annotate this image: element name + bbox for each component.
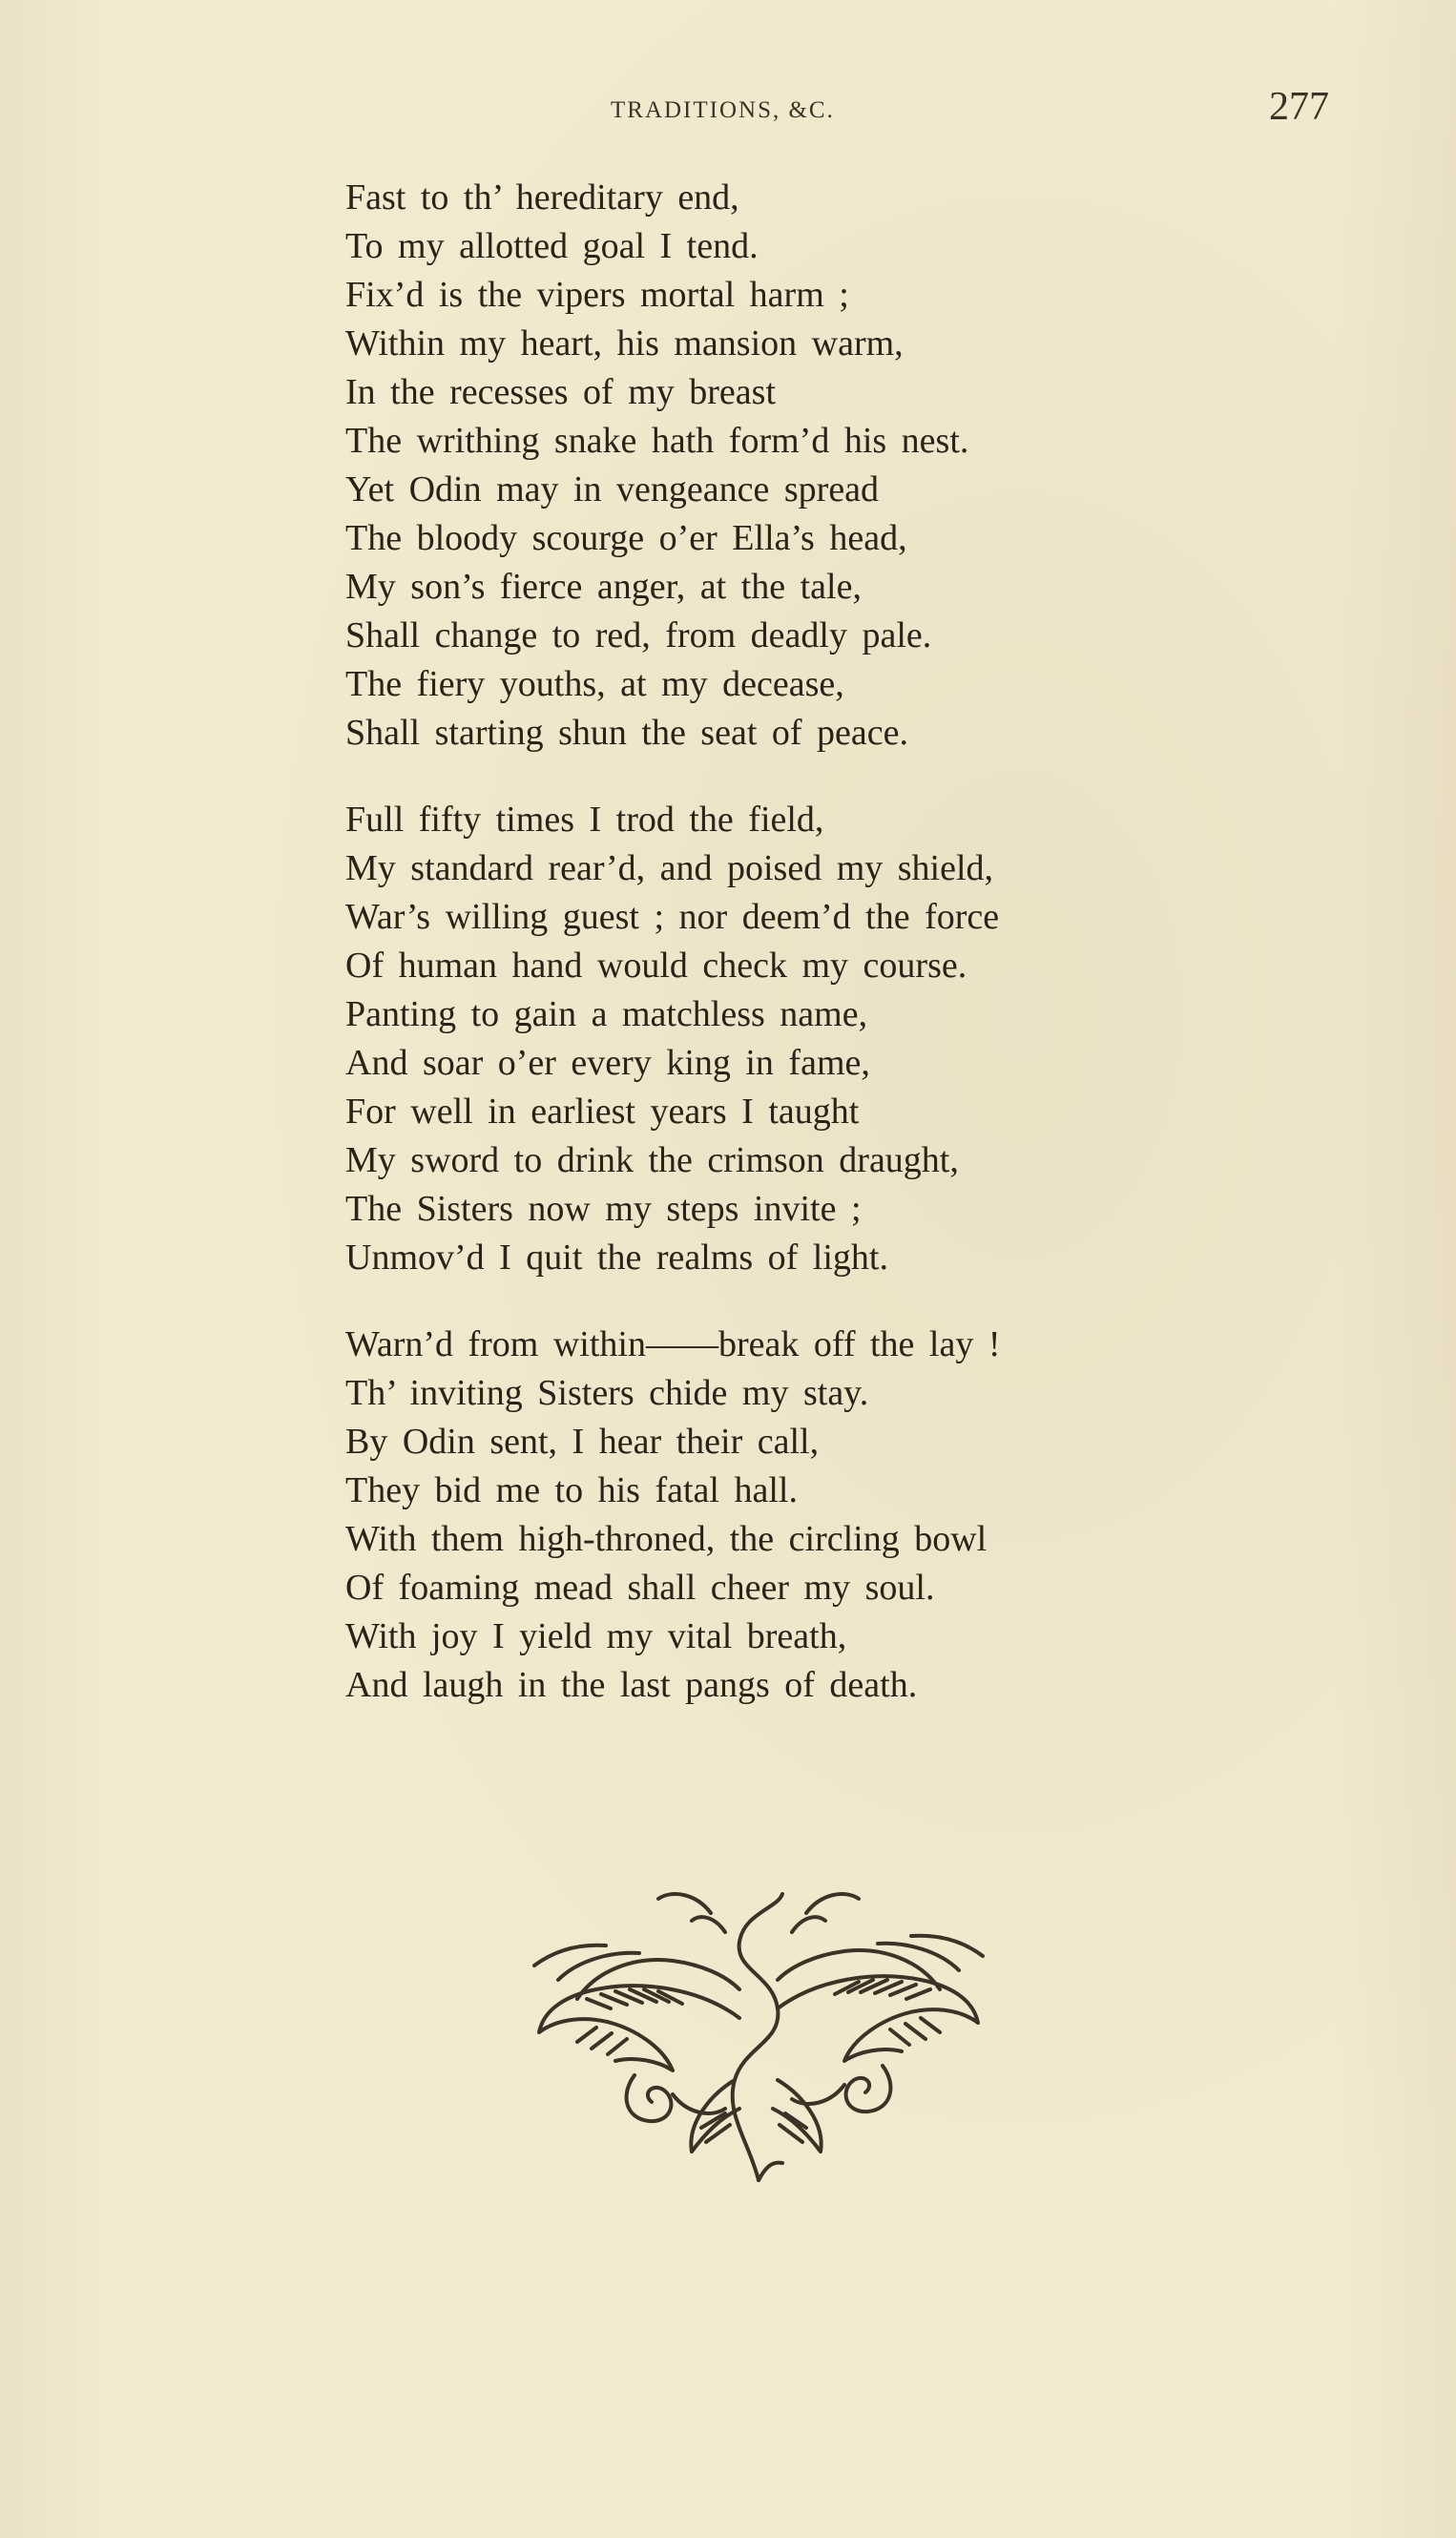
running-head: TRADITIONS, &C. [611,97,835,123]
poem-line: And soar o’er every king in fame, [345,1043,870,1083]
poem-line: With joy I yield my vital breath, [345,1616,847,1656]
foliate-tailpiece-ornament-icon [520,1875,997,2190]
page-header [0,84,1456,132]
poem-line: My sword to drink the crimson draught, [345,1140,959,1180]
poem-line: Unmov’d I quit the realms of light. [345,1238,888,1278]
poem-line: With them high-throned, the circling bowl [345,1519,988,1559]
poem-line: Panting to gain a matchless name, [345,994,868,1034]
poem-line: The fiery youths, at my decease, [345,664,844,704]
stanza-1 [345,174,1347,758]
poem-line: In the recesses of my breast [345,372,777,412]
ornament-drawing [520,1875,997,2190]
poem-line: The writhing snake hath form’d his nest. [345,421,969,461]
poem-line: Shall change to red, from deadly pale. [345,615,932,655]
stanza-3 [345,1321,1347,1710]
poem-line: War’s willing guest ; nor deem’d the force [345,897,1000,937]
poem-line: The Sisters now my steps invite ; [345,1189,862,1229]
poem-line: And laugh in the last pangs of death. [345,1665,918,1705]
poem-line: Yet Odin may in vengeance spread [345,469,880,510]
poem-line: My son’s fierce anger, at the tale, [345,567,862,607]
poem-line: The bloody scourge o’er Ella’s head, [345,518,907,558]
poem-line: Within my heart, his mansion warm, [345,323,904,364]
poem-line: They bid me to his fatal hall. [345,1470,798,1510]
poem-line: Fast to th’ hereditary end, [345,177,739,218]
poem-line: Of human hand would check my course. [345,946,967,986]
poem-line: Shall starting shun the seat of peace. [345,713,909,753]
poem [345,174,1347,1748]
poem-line: Warn’d from within——break off the lay ! [345,1324,1001,1364]
poem-line: Of foaming mead shall cheer my soul. [345,1568,935,1608]
poem-line: Th’ inviting Sisters chide my stay. [345,1373,869,1413]
stanza-2 [345,796,1347,1282]
poem-line: Full fifty times I trod the field, [345,800,824,840]
poem-line: By Odin sent, I hear their call, [345,1422,820,1462]
page-number: 277 [1269,85,1329,129]
poem-line: Fix’d is the vipers mortal harm ; [345,275,849,315]
poem-line: To my allotted goal I tend. [345,226,759,266]
poem-line: For well in earliest years I taught [345,1092,860,1132]
poem-line: My standard rear’d, and poised my shield, [345,848,994,888]
